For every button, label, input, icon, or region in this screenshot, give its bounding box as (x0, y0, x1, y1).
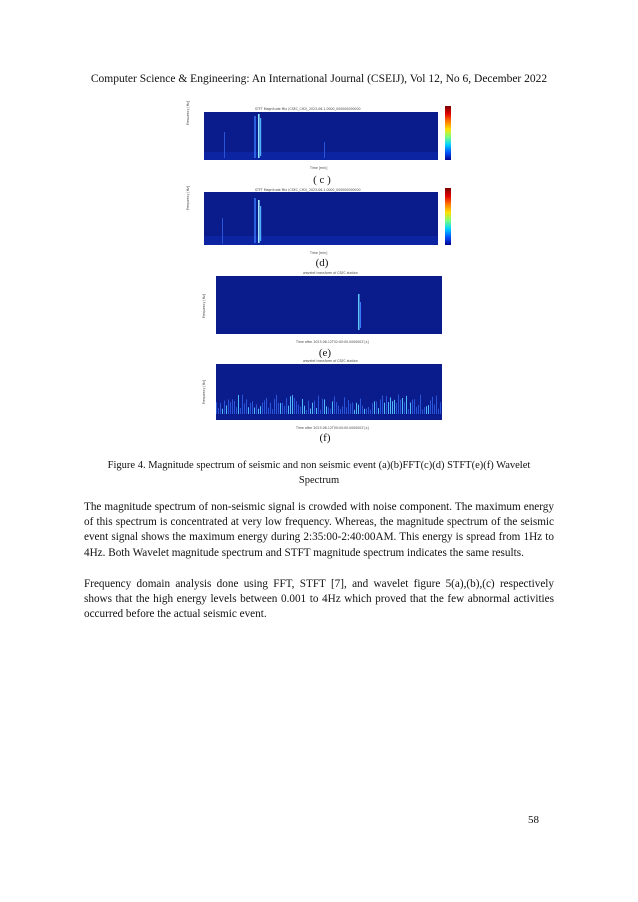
figure-c-xlabel: Time [min] (310, 166, 328, 170)
figure-c-label: ( c ) (313, 174, 331, 186)
figure-f-label: (f) (319, 432, 331, 444)
figure-e-spectrogram (216, 276, 442, 334)
figure-d-ylabel: Frequency [Hz] (186, 185, 190, 210)
figure-d-colorbar (445, 188, 451, 245)
figure-e-label: (e) (318, 347, 332, 359)
figure-f-xlabel: Time after 2023-06-12T00:00:00.000000Z [s] (296, 426, 369, 430)
figure-e-xlabel: Time after 2023-06-12T02:00:00.000000Z [s] (296, 340, 369, 344)
paragraph-1: The magnitude spectrum of non-seismic signal is crowded with noise component. The maximum energy of this spectrum is concentrated at very low frequency. Whereas, the magnitude spectrum of the seismic event signal shows the maximum energy during 2:35:00-2:40:00AM. This energy is spread from 1Hz to 4Hz. Both Wavelet magnitude spectrum and STFT magnitude spectrum indicates the same results. (84, 501, 554, 559)
figure-f-title: wavelet transform of CSEC station (303, 359, 358, 363)
figure-d-spectrogram (204, 192, 438, 245)
figure-c-colorbar (445, 106, 451, 160)
running-header: Computer Science & Engineering: An International Journal (CSEIJ), Vol 12, No 6, December 2022 (90, 73, 548, 85)
page-number: 58 (528, 814, 539, 826)
figure-caption (80, 458, 558, 488)
paragraph-2: Frequency domain analysis done using FFT, STFT [7], and wavelet figure 5(a),(b),(c) respectively shows that the high energy levels between 0.001 to 4Hz which proved that the few abnormal activities occurred before the actual seismic event. (84, 578, 554, 621)
figure-d-title: STFT Magnitude Mix (CSEC_CH2)_2023-06-1.0000_000000000000 (255, 188, 361, 192)
figure-d-label: (d) (315, 257, 329, 269)
figure-c-title: STFT Magnitude Mix (CSEC_CH2)_2023-06-1.0000_000000000000 (255, 107, 361, 111)
figure-d-xlabel: Time [min] (310, 251, 328, 255)
figure-f-ylabel: Frequency [Hz] (202, 379, 206, 404)
caption-line-2: Spectrum (298, 475, 340, 486)
figure-e-title: wavelet transform of CSEC station (303, 271, 358, 275)
figure-c-ylabel: Frequency [Hz] (186, 100, 190, 125)
caption-line-1: Figure 4. Magnitude spectrum of seismic and non seismic event (a)(b)FFT(c)(d) STFT(e)(f) Wavelet (107, 460, 531, 471)
figure-c-spectrogram (204, 112, 438, 160)
figure-f-spectrogram (216, 364, 442, 420)
figure-e-ylabel: Frequency [Hz] (202, 293, 206, 318)
